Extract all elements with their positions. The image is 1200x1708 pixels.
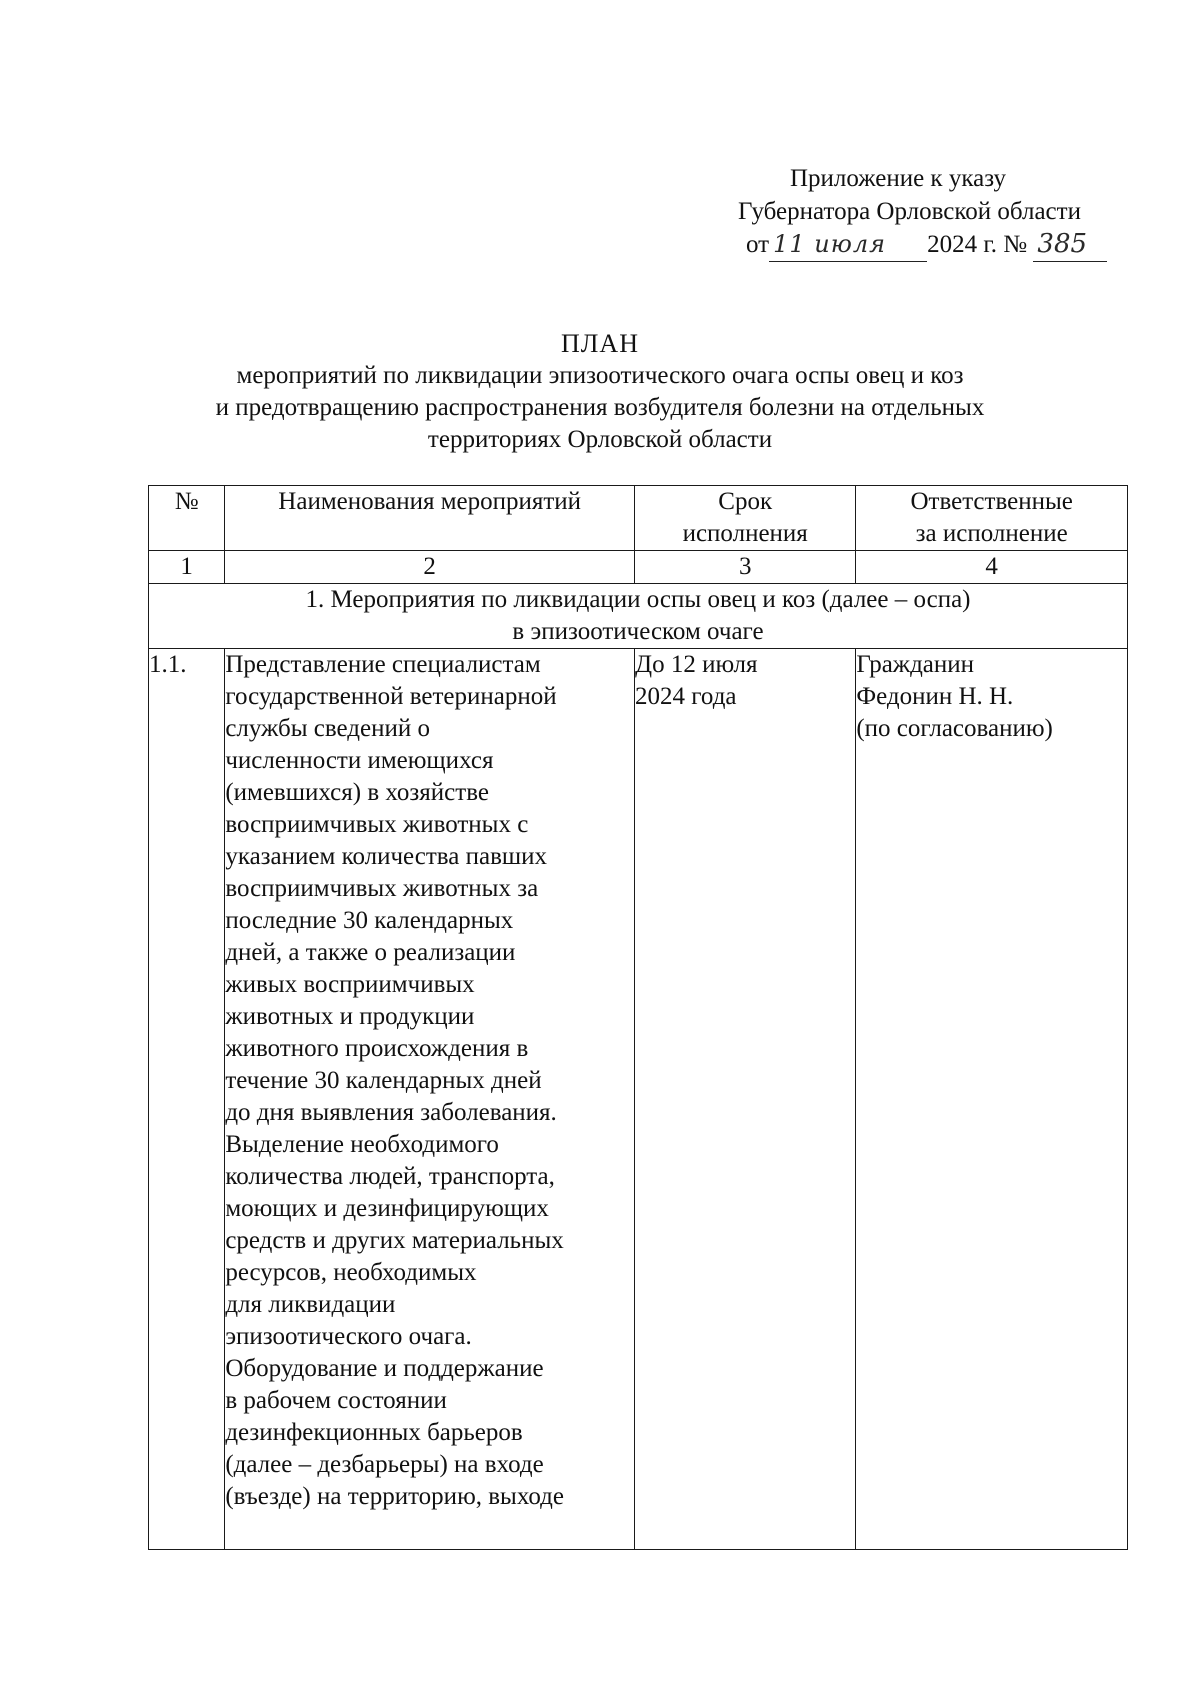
activity-text-line: ресурсов, необходимых [225,1259,477,1286]
responsible-text-line: (по согласованию) [856,715,1053,742]
activity-text-line: животных и продукции [225,1003,475,1030]
section-line-1: 1. Мероприятия по ликвидации оспы овец и коз (далее – оспа) [305,586,971,613]
activity-text-line: Выделение необходимого [225,1131,499,1158]
activity-text-line: службы сведений о [225,715,430,742]
table-row [149,649,1128,1550]
plan-heading: ПЛАН [561,329,639,358]
row-term-cell [635,649,856,1550]
activity-text-line: (далее – дезбарьеры) на входе [225,1451,544,1478]
activity-text-line: последние 30 календарных [225,907,514,934]
header-term-line-2: исполнения [682,520,808,547]
activity-text-line: Оборудование и поддержание [225,1355,544,1382]
term-text-line: 2024 года [635,683,737,710]
plan-title-line-3: территориях Орловской области [427,426,773,453]
annex-line-3 [740,228,1140,262]
activity-text-line: государственной ветеринарной [225,683,557,710]
activity-text-line: (въезде) на территорию, выходе [225,1483,564,1510]
annex-line-1: Приложение к указу [790,165,1007,192]
row-term-text [635,649,855,713]
responsible-text-line: Федонин Н. Н. [856,683,1014,710]
annex-line-2: Губернатора Орловской области [738,198,1081,225]
header-name: Наименования мероприятий [225,486,635,551]
table-section-row [149,584,1128,649]
activity-text-line: для ликвидации [225,1291,396,1318]
activity-text-line: живых восприимчивых [225,971,475,998]
index-cell: 2 [225,551,635,584]
plan-title-block [100,328,1100,456]
header-resp-line-1: Ответственные [910,488,1073,515]
activity-text-line: животного происхождения в [225,1035,529,1062]
header-num: № [149,486,225,551]
annex-year: 2024 г. № [927,231,1028,258]
activity-text-line: дезинфекционных барьеров [225,1419,523,1446]
activity-text-line: количества людей, транспорта, [225,1163,555,1190]
row-responsible-cell [856,649,1128,1550]
header-responsible [856,486,1128,551]
annex-prefix: от [746,231,770,258]
responsible-text-line: Гражданин [856,651,975,678]
index-cell: 4 [856,551,1128,584]
activity-text-line: средств и других материальных [225,1227,564,1254]
activity-text-line: указанием количества павших [225,843,548,870]
index-cell: 1 [149,551,225,584]
activity-text-line: Представление специалистам [225,651,541,678]
header-resp-line-2: за исполнение [915,520,1068,547]
plan-table [148,485,1128,1550]
activity-text-line: восприимчивых животных с [225,811,529,838]
table-header-row [149,486,1128,551]
header-term-line-1: Срок [718,488,773,515]
plan-title-line-2: и предотвращению распространения возбудителя болезни на отдельных [215,394,985,421]
activity-text-line: до дня выявления заболевания. [225,1099,557,1126]
header-term [635,486,856,551]
plan-title-line-1: мероприятий по ликвидации эпизоотического очага оспы овец и коз [236,362,964,389]
activity-text-line: численности имеющихся [225,747,494,774]
annex-block [740,162,1140,262]
row-activity-cell [225,649,635,1550]
handwritten-number: 385 [1033,228,1107,262]
section-line-2: в эпизоотическом очаге [512,618,764,645]
activity-text-line: восприимчивых животных за [225,875,539,902]
term-text-line: До 12 июля [635,651,758,678]
table-index-row [149,551,1128,584]
row-activity-text [225,649,634,1513]
activity-text-line: в рабочем состоянии [225,1387,447,1414]
handwritten-date: 11 июля [769,228,927,262]
row-responsible-text [856,649,1127,745]
activity-text-line: (имевшихся) в хозяйстве [225,779,489,806]
activity-text-line: моющих и дезинфицирующих [225,1195,549,1222]
activity-text-line: течение 30 календарных дней [225,1067,542,1094]
index-cell: 3 [635,551,856,584]
section-heading [149,584,1128,649]
activity-text-line: дней, а также о реализации [225,939,516,966]
activity-text-line: эпизоотического очага. [225,1323,472,1350]
row-number: 1.1. [149,649,225,1550]
